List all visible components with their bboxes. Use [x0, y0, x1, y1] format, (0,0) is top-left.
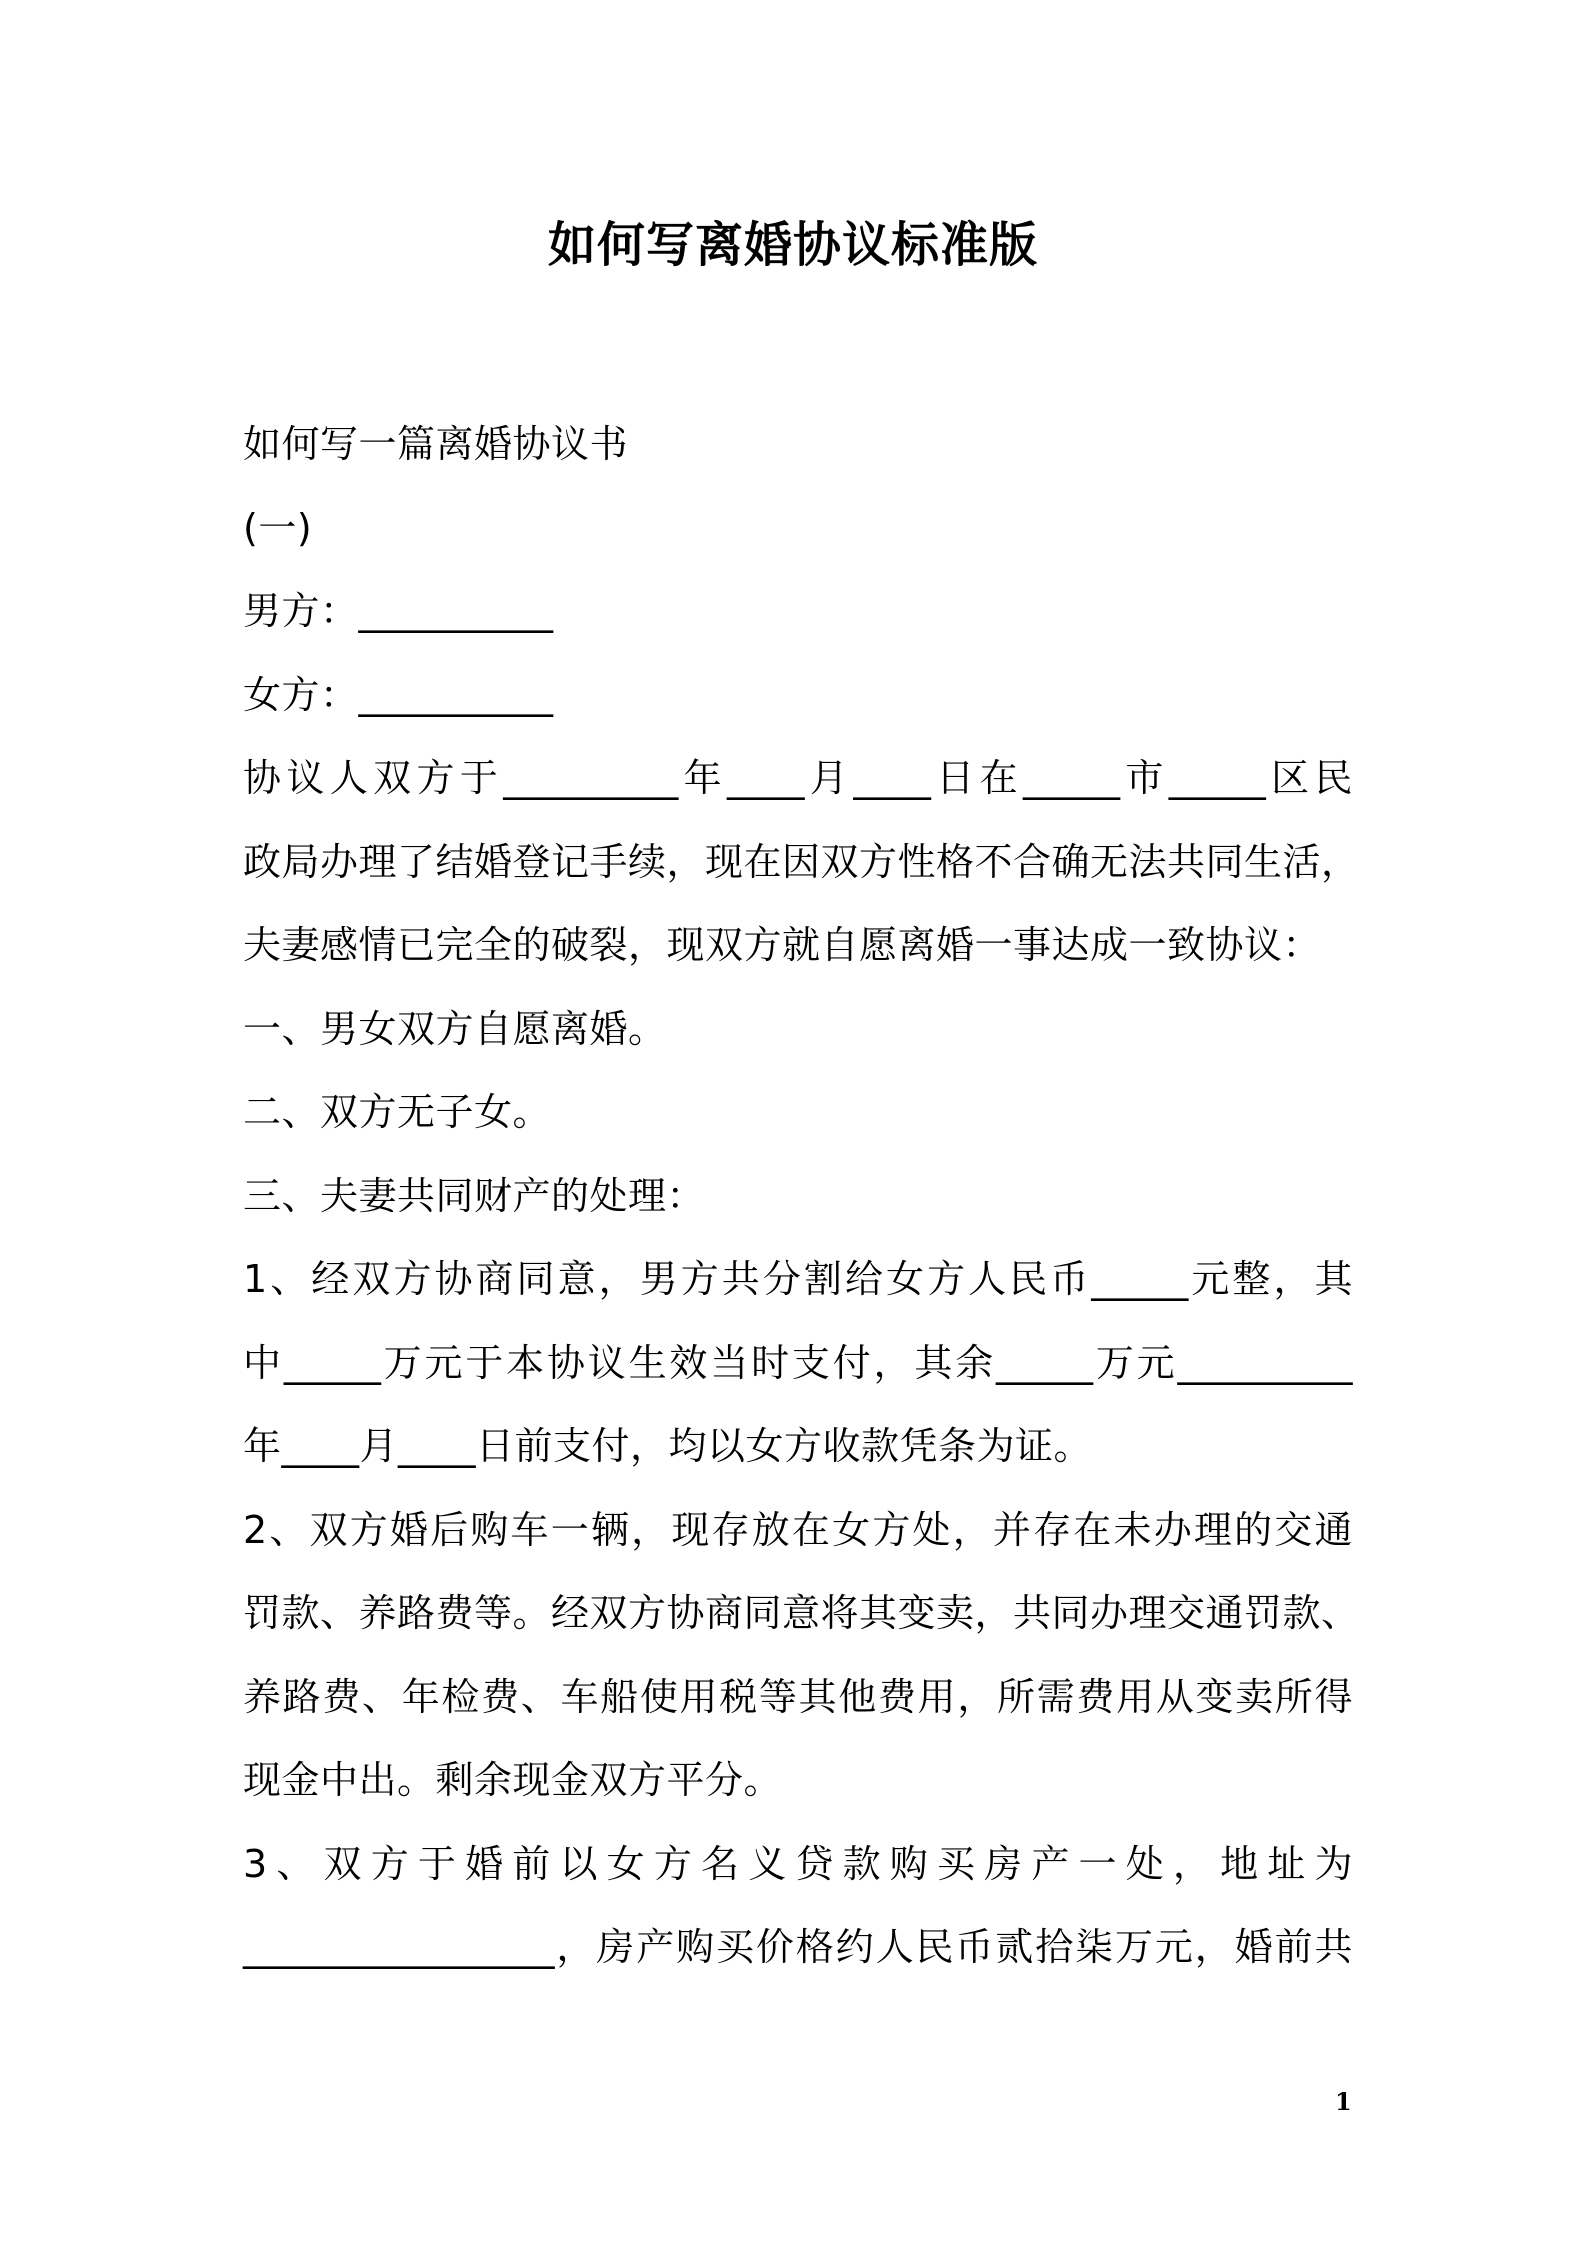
paragraph-line: 现金中出。剩余现金双方平分。	[243, 1758, 783, 1802]
paragraph-line: 年____月____日前支付，均以女方收款凭条为证。	[243, 1424, 1093, 1468]
paragraph-line: 政局办理了结婚登记手续，现在因双方性格不合确无法共同生活，	[243, 839, 1360, 884]
paragraph-line: 罚款、养路费等。经双方协商同意将其变卖，共同办理交通罚款、	[243, 1591, 1360, 1635]
clause-line: 三、夫妻共同财产的处理：	[243, 1173, 706, 1218]
section-heading: 如何写一篇离婚协议书	[243, 422, 629, 466]
document-title: 如何写离婚协议标准版	[547, 217, 1038, 273]
clause-line: 二、双方无子女。	[243, 1090, 552, 1134]
clause-line: 一、男女双方自愿离婚。	[243, 1006, 667, 1051]
paragraph-line: 2、双方婚后购车一辆，现存放在女方处，并存在未办理的交通	[243, 1507, 1353, 1552]
party-male-line: 男方：__________	[243, 589, 554, 633]
paragraph-line: 1、经双方协商同意，男方共分割给女方人民币_____元整，其	[243, 1257, 1353, 1301]
section-number: (一)	[243, 505, 313, 550]
paragraph-line: 协议人双方于_________年____月____日在_____市_____区民	[243, 756, 1353, 800]
paragraph-line: 养路费、年检费、车船使用税等其他费用，所需费用从变卖所得	[243, 1674, 1353, 1719]
paragraph-line: 中_____万元于本协议生效当时支付，其余_____万元_________	[243, 1340, 1353, 1385]
party-female-line: 女方：__________	[243, 672, 554, 717]
paragraph-line: 夫妻感情已完全的破裂，现双方就自愿离婚一事达成一致协议：	[243, 923, 1322, 967]
page-number: 1	[1335, 2087, 1352, 2116]
paragraph-line: ________________，房产购买价格约人民币贰拾柒万元，婚前共	[243, 1925, 1353, 1969]
paragraph-line: 3、双方于婚前以女方名义贷款购买房产一处，地址为	[243, 1841, 1353, 1886]
document-body	[243, 403, 1360, 1990]
